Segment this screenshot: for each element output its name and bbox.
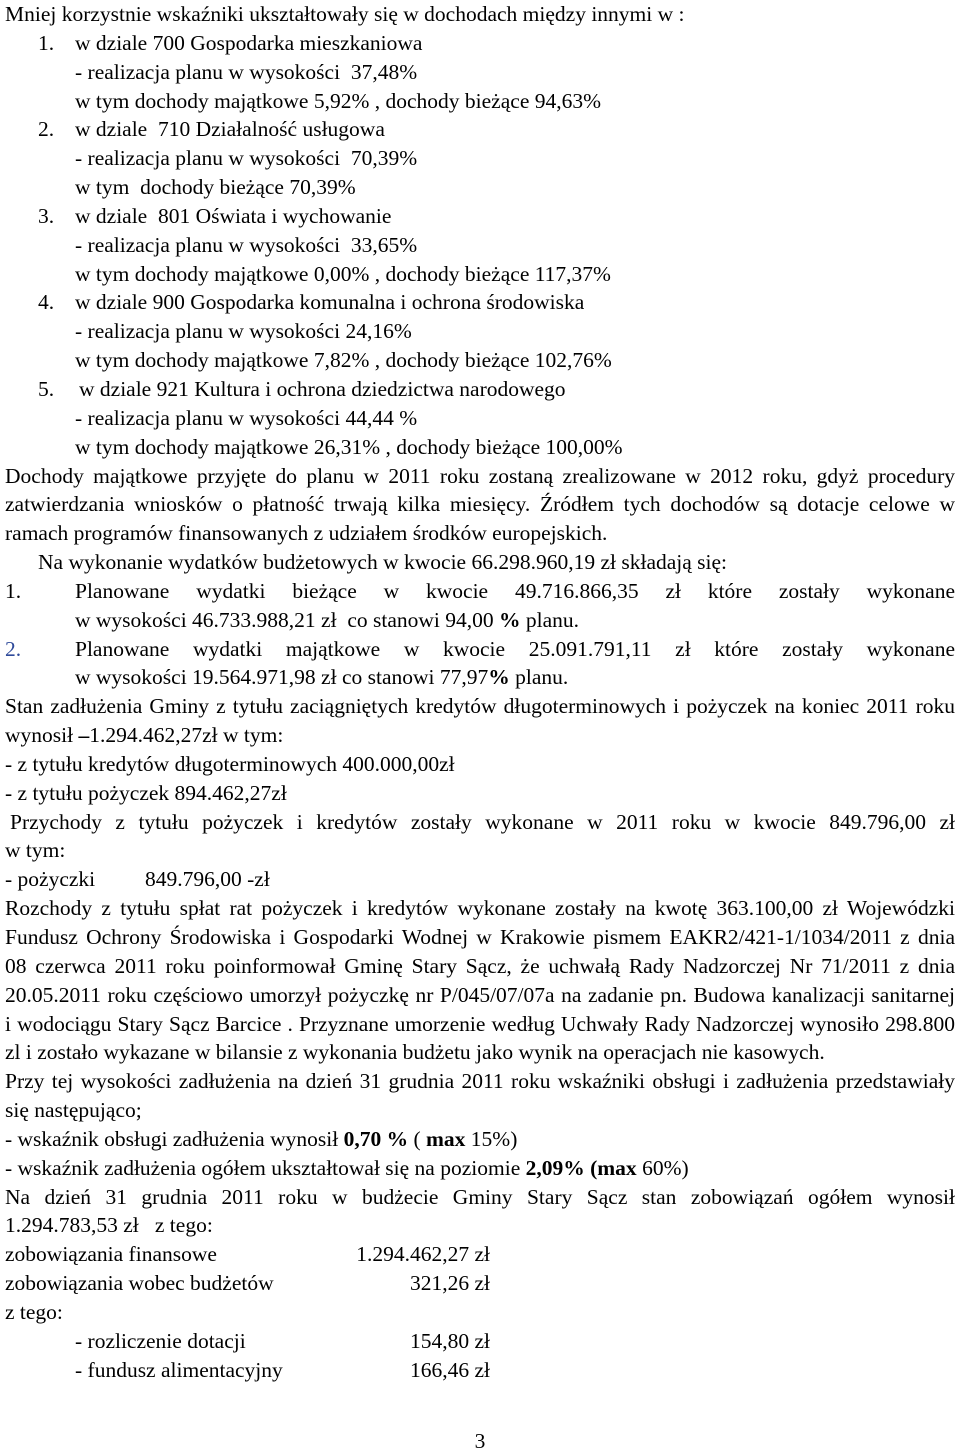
percent-sign: % [488, 665, 510, 690]
capital-income-note-line: ramach programów finansowanych z udziałem środków europejskich. [5, 521, 608, 546]
department-number: 4. [38, 290, 55, 315]
plan-execution-line: - realizacja planu w wysokości 44,44 % [75, 405, 418, 430]
debt-dash: – [78, 723, 90, 748]
repayment-line: Rozchody z tytułu spłat rat pożyczek i kredytów wykonane zostały na kwotę 363.100,00 zł Wojewódzki [5, 896, 955, 921]
department-number: 5. [38, 376, 55, 401]
expenditure-number: 1. [5, 578, 22, 603]
debt-component: - z tytułu kredytów długoterminowych 400.000,00zł [5, 751, 455, 776]
liability-amount: 321,26 zł [409, 1271, 490, 1296]
execution-amount-text: w wysokości 46.733.988,21 zł co stanowi 94,00 [75, 607, 499, 632]
sub-liability-row [0, 1356, 960, 1385]
loan-item [0, 865, 960, 894]
department-item [0, 115, 960, 144]
department-item [0, 29, 960, 58]
debt-amount: 1.294.462,27zł w tym: [89, 723, 284, 748]
income-breakdown-line: w tym dochody majątkowe 0,00% , dochody bieżące 117,37% [75, 261, 611, 286]
sub-liability-label: - rozliczenie dotacji [75, 1328, 246, 1353]
page-number: 3 [474, 1429, 486, 1453]
execution-suffix: planu. [520, 607, 580, 632]
service-ratio-value: 0,70 % [343, 1126, 409, 1151]
intro-line: Mniej korzystnie wskaźniki ukształtowały się w dochodach między innymi w : [5, 2, 685, 26]
debt-total-line [0, 721, 960, 750]
total-debt-ratio-line [0, 1154, 960, 1183]
execution-text-group [75, 663, 568, 692]
sub-liability-amount: 166,46 zł [409, 1357, 490, 1382]
department-number: 3. [38, 203, 55, 228]
department-title: w dziale 700 Gospodarka mieszkaniowa [75, 30, 423, 55]
expenditure-number: 2. [5, 636, 22, 661]
indicators-intro-line: się następująco; [5, 1098, 142, 1123]
capital-income-note-line: Dochody majątkowe przyjęte do planu w 2011 roku zostaną zrealizowane w 2012 roku, gdyż procedury [5, 463, 955, 488]
income-breakdown-line: w tym dochody majątkowe 26,31% , dochody bieżące 100,00% [75, 434, 623, 459]
execution-text-group [75, 606, 579, 635]
liabilities-total: 1.294.783,53 zł z tego: [5, 1213, 213, 1238]
department-number: 1. [38, 30, 55, 55]
total-debt-ratio-label: - wskaźnik zadłużenia ogółem ukształtował się na poziomie [5, 1155, 526, 1180]
department-title: w dziale 801 Oświata i wychowanie [75, 203, 392, 228]
liability-row [0, 1269, 960, 1298]
expenditure-item [0, 635, 960, 664]
debt-status-line: Stan zadłużenia Gminy z tytułu zaciągniętych kredytów długoterminowych i pożyczek na koniec 2011 roku [5, 694, 955, 719]
debt-prefix: wynosił [5, 723, 79, 748]
department-title: w dziale 900 Gospodarka komunalna i ochrona środowiska [75, 290, 585, 315]
repayment-line: 08 czerwca 2011 roku poinformował Gminę Stary Sącz, że uchwałą Rady Nadzorczej Nr 71/2011 z dnia [5, 953, 955, 978]
liabilities-subheading: z tego: [5, 1299, 63, 1324]
loan-item-label: - pożyczki [5, 867, 96, 892]
sub-liability-label: - fundusz alimentacyjny [75, 1357, 283, 1382]
liability-label: zobowiązania finansowe [5, 1242, 217, 1267]
service-ratio-label: - wskaźnik obsługi zadłużenia wynosił [5, 1126, 344, 1151]
total-debt-ratio-value: 2,09% (max [525, 1155, 637, 1180]
loan-revenue-line: Przychody z tytułu pożyczek i kredytów zostały wykonane w 2011 roku w kwocie 849.796,00 zł [10, 809, 955, 834]
plan-execution-line: - realizacja planu w wysokości 24,16% [75, 319, 412, 344]
loan-item-amount: 849.796,00 -zł [145, 867, 270, 892]
total-debt-ratio-group [5, 1154, 689, 1183]
repayment-line: 20.05.2011 roku częściowo umorzył pożyczkę nr P/045/07/07a na zadanie pn. Budowa kanalizacji sanitarnej [5, 982, 955, 1007]
liabilities-intro: Na dzień 31 grudnia 2011 roku w budżecie Gminy Stary Sącz stan zobowiązań ogółem wynosił [5, 1184, 955, 1209]
service-ratio-line [0, 1125, 960, 1154]
service-ratio-bracket: ( [408, 1126, 426, 1151]
service-ratio-max-label: max [425, 1126, 466, 1151]
sub-liability-amount: 154,80 zł [409, 1328, 490, 1353]
loan-revenue-subheading: w tym: [5, 838, 66, 863]
repayment-line: i wodociągu Stary Sącz Barcice . Przyznane umorzenie według Uchwały Rady Nadzorczej wynosiło 298.800 [5, 1011, 955, 1036]
income-breakdown-line: w tym dochody majątkowe 7,82% , dochody bieżące 102,76% [75, 348, 612, 373]
liability-amount: 1.294.462,27 zł [356, 1242, 490, 1267]
income-breakdown-line: w tym dochody bieżące 70,39% [75, 175, 356, 200]
liability-label: zobowiązania wobec budżetów [5, 1271, 274, 1296]
execution-suffix: planu. [509, 665, 569, 690]
repayment-line: zl i zostało wykazane w bilansie z wykonania budżetu jako wynik na operacjach nie kasowych. [5, 1040, 825, 1065]
service-ratio-max-value: 15%) [465, 1126, 518, 1151]
expenditure-execution-line [0, 606, 960, 635]
service-ratio-group [5, 1125, 517, 1154]
expenditure-description: Planowane wydatki majątkowe w kwocie 25.091.791,11 zł które zostały wykonane [75, 636, 955, 661]
department-item [0, 375, 960, 404]
expenditures-intro: Na wykonanie wydatków budżetowych w kwocie 66.298.960,19 zł składają się: [38, 550, 728, 575]
department-item [0, 202, 960, 231]
expenditure-execution-line [0, 663, 960, 692]
execution-amount-text: w wysokości 19.564.971,98 zł co stanowi 77,97 [75, 665, 489, 690]
liability-row [0, 1240, 960, 1269]
income-breakdown-line: w tym dochody majątkowe 5,92% , dochody bieżące 94,63% [75, 88, 602, 113]
department-title: w dziale 710 Działalność usługowa [75, 117, 385, 142]
plan-execution-line: - realizacja planu w wysokości 33,65% [75, 232, 418, 257]
total-debt-ratio-max-value: 60%) [636, 1155, 689, 1180]
expenditure-item [0, 577, 960, 606]
department-title: w dziale 921 Kultura i ochrona dziedzictwa narodowego [79, 376, 566, 401]
repayment-line: Fundusz Ochrony Środowiska i Gospodarki Wodnej w Krakowie pismem EAKR2/421-1/1034/2011 z dnia [5, 925, 955, 949]
department-number: 2. [38, 117, 55, 142]
plan-execution-line: - realizacja planu w wysokości 37,48% [75, 59, 418, 84]
expenditure-description: Planowane wydatki bieżące w kwocie 49.716.866,35 zł które zostały wykonane [75, 578, 955, 603]
plan-execution-line: - realizacja planu w wysokości 70,39% [75, 146, 418, 171]
debt-total-group [5, 721, 283, 750]
percent-sign: % [499, 607, 521, 632]
capital-income-note-line: zatwierdzania wniosków o płatność trwają kilka miesięcy. Źródłem tych dochodów są dotacje celowe w [5, 492, 955, 517]
debt-component: - z tytułu pożyczek 894.462,27zł [5, 780, 287, 805]
department-item [0, 288, 960, 317]
indicators-intro-line: Przy tej wysokości zadłużenia na dzień 31 grudnia 2011 roku wskaźniki obsługi i zadłużenia przedstawiały [5, 1069, 955, 1094]
sub-liability-row [0, 1327, 960, 1356]
